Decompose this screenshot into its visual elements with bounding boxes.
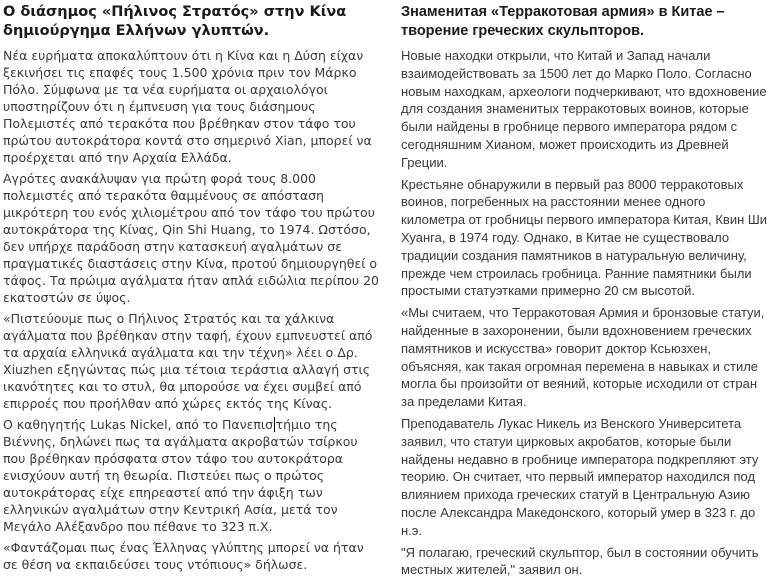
russian-paragraph-5: "Я полагаю, греческий скульптор, был в состоянии обучить местных жителей," заявил он. (401, 544, 759, 578)
greek-paragraph-3: «Πιστεύουμε πως ο Πήλινος Στρατός και τα χάλκινα αγάλματα που βρέθηκαν στην ταφή, έχουν εμπνευστεί από τα αρχαία ελληνικά αγάλματα και την τέχνη» λέει ο Δρ. Xiuzhen εξηγώντας πώς μια τέτοια τεράστια αλλαγή στις ικανότητες και το στυλ, θα μπορούσε να έχει συμβεί από επιρροές που προήλθαν από χώρες εκτός της Κίνας. (3, 311, 373, 411)
russian-article-column[interactable] (387, 0, 774, 578)
russian-paragraph-2: Крестьяне обнаружили в первый раз 8000 терракотовых воинов, погребенных на расстоянии менее одного километра от гробницы первого императора Китая, Квин Ши Хуанга, в 1974 году. Однако, в Китае не существовало традиции создания памятников в натуральную величину, прежде чем строилась гробница. Ранние памятники были простыми статуэтками примерно 20 см высотой. (401, 176, 768, 299)
greek-paragraph-4-after-caret: τήμιο της Βιέννης, δηλώνει πως τα αγάλματα ακροβατών τσίρκου που βρέθηκαν πρόσφατα στον τάφο του αυτοκράτορα ενισχύουν αυτή τη θεωρία. Πιστεύει πως ο πρώτος αυτοκράτορας είχε επηρεαστεί από την άφιξη των ελληνικών αγαλμάτων στην Κεντρική Ασία, μετά τον Μεγάλο Αλέξανδρο που πέθανε το 323 π.Χ. (3, 417, 358, 534)
russian-paragraph-3: «Мы считаем, что Терракотовая Армия и бронзовые статуи, найденные в захоронении, были вдохновением греческих памятников и искусства» говорит доктор Ксьюзхен, объясняя, как такая огромная перемена в навыках и стиле могла бы произойти от веяний, которые исходили от стран за пределами Китая. (401, 305, 765, 410)
greek-paragraph-5: «Φαντάζομαι πως ένας Έλληνας γλύπτης μπορεί να ήταν σε θέση να εκπαιδεύσει τους ντόπιους» δήλωσε. (3, 540, 364, 572)
russian-paragraph-1: Новые находки открыли, что Китай и Запад начали взаимодействовать за 1500 лет до Марко Поло. Согласно новым находкам, археологи подчеркивают, что вдохновение для создания знаменитых терракотовых воинов, которые были найдены в гробнице первого императора рядом с сегодняшним Хианом, может происходить из Древней Греции. (401, 48, 767, 170)
greek-paragraph-2: Αγρότες ανακάλυψαν για πρώτη φορά τους 8.000 πολεμιστές από τερακότα θαμμένους σε απόσταση μικρότερη του ενός χιλιομέτρου από τον τάφο του πρώτου αυτοκράτορα της Κίνας, Qin Shi Huang, το 1974. Ωστόσο, δεν υπήρχε παράδοση στην κατασκευή αγαλμάτων σε πραγματικές διαστάσεις στην Κίνα, προτού δημιουργηθεί ο τάφος. Τα πρώιμα αγάλματα ήταν απλά ειδώλια περίπου 20 εκατοστών σε ύψος. (3, 171, 380, 305)
russian-article-title: Знаменитая «Терракотовая армия» в Китае – творение греческих скульпторов. (401, 4, 725, 39)
greek-paragraph-4-before-caret: Ο καθηγητής Lukas Nickel, από το Πανεπισ (3, 417, 274, 432)
greek-article-title: Ο διάσημος «Πήλινος Στρατός» στην Κίνα δημιούργημα Ελλήνων γλυπτών. (3, 4, 347, 39)
russian-paragraph-4: Преподаватель Лукас Никель из Венского Университета заявил, что статуи цирковых акробатов, которые были найдены недавно в гробнице императора подкрепляют эту теорию. Он считает, что первый император находился под влиянием прихода греческих статуй в Центральную Азию после Александра Македонского, который умер в 323 г. до н.э. (401, 415, 759, 538)
greek-paragraph-4 (3, 416, 379, 535)
greek-article-column[interactable] (0, 0, 387, 572)
greek-paragraph-1: Νέα ευρήματα αποκαλύπτουν ότι η Κίνα και η Δύση είχαν ξεκινήσει τις επαφές τους 1.500 χρόνια πριν τον Μάρκο Πόλο. Σύμφωνα με τα νέα ευρήματα οι αρχαιολόγοι υποστηρίζουν ότι η έμπνευση για τους διάσημους Πολεμιστές από τερακότα που βρέθηκαν στον τάφο του πρώτου αυτοκράτορα κοντά στο σημερινό Xian, μπορεί να προέρχεται από την Αρχαία Ελλάδα. (3, 48, 372, 165)
